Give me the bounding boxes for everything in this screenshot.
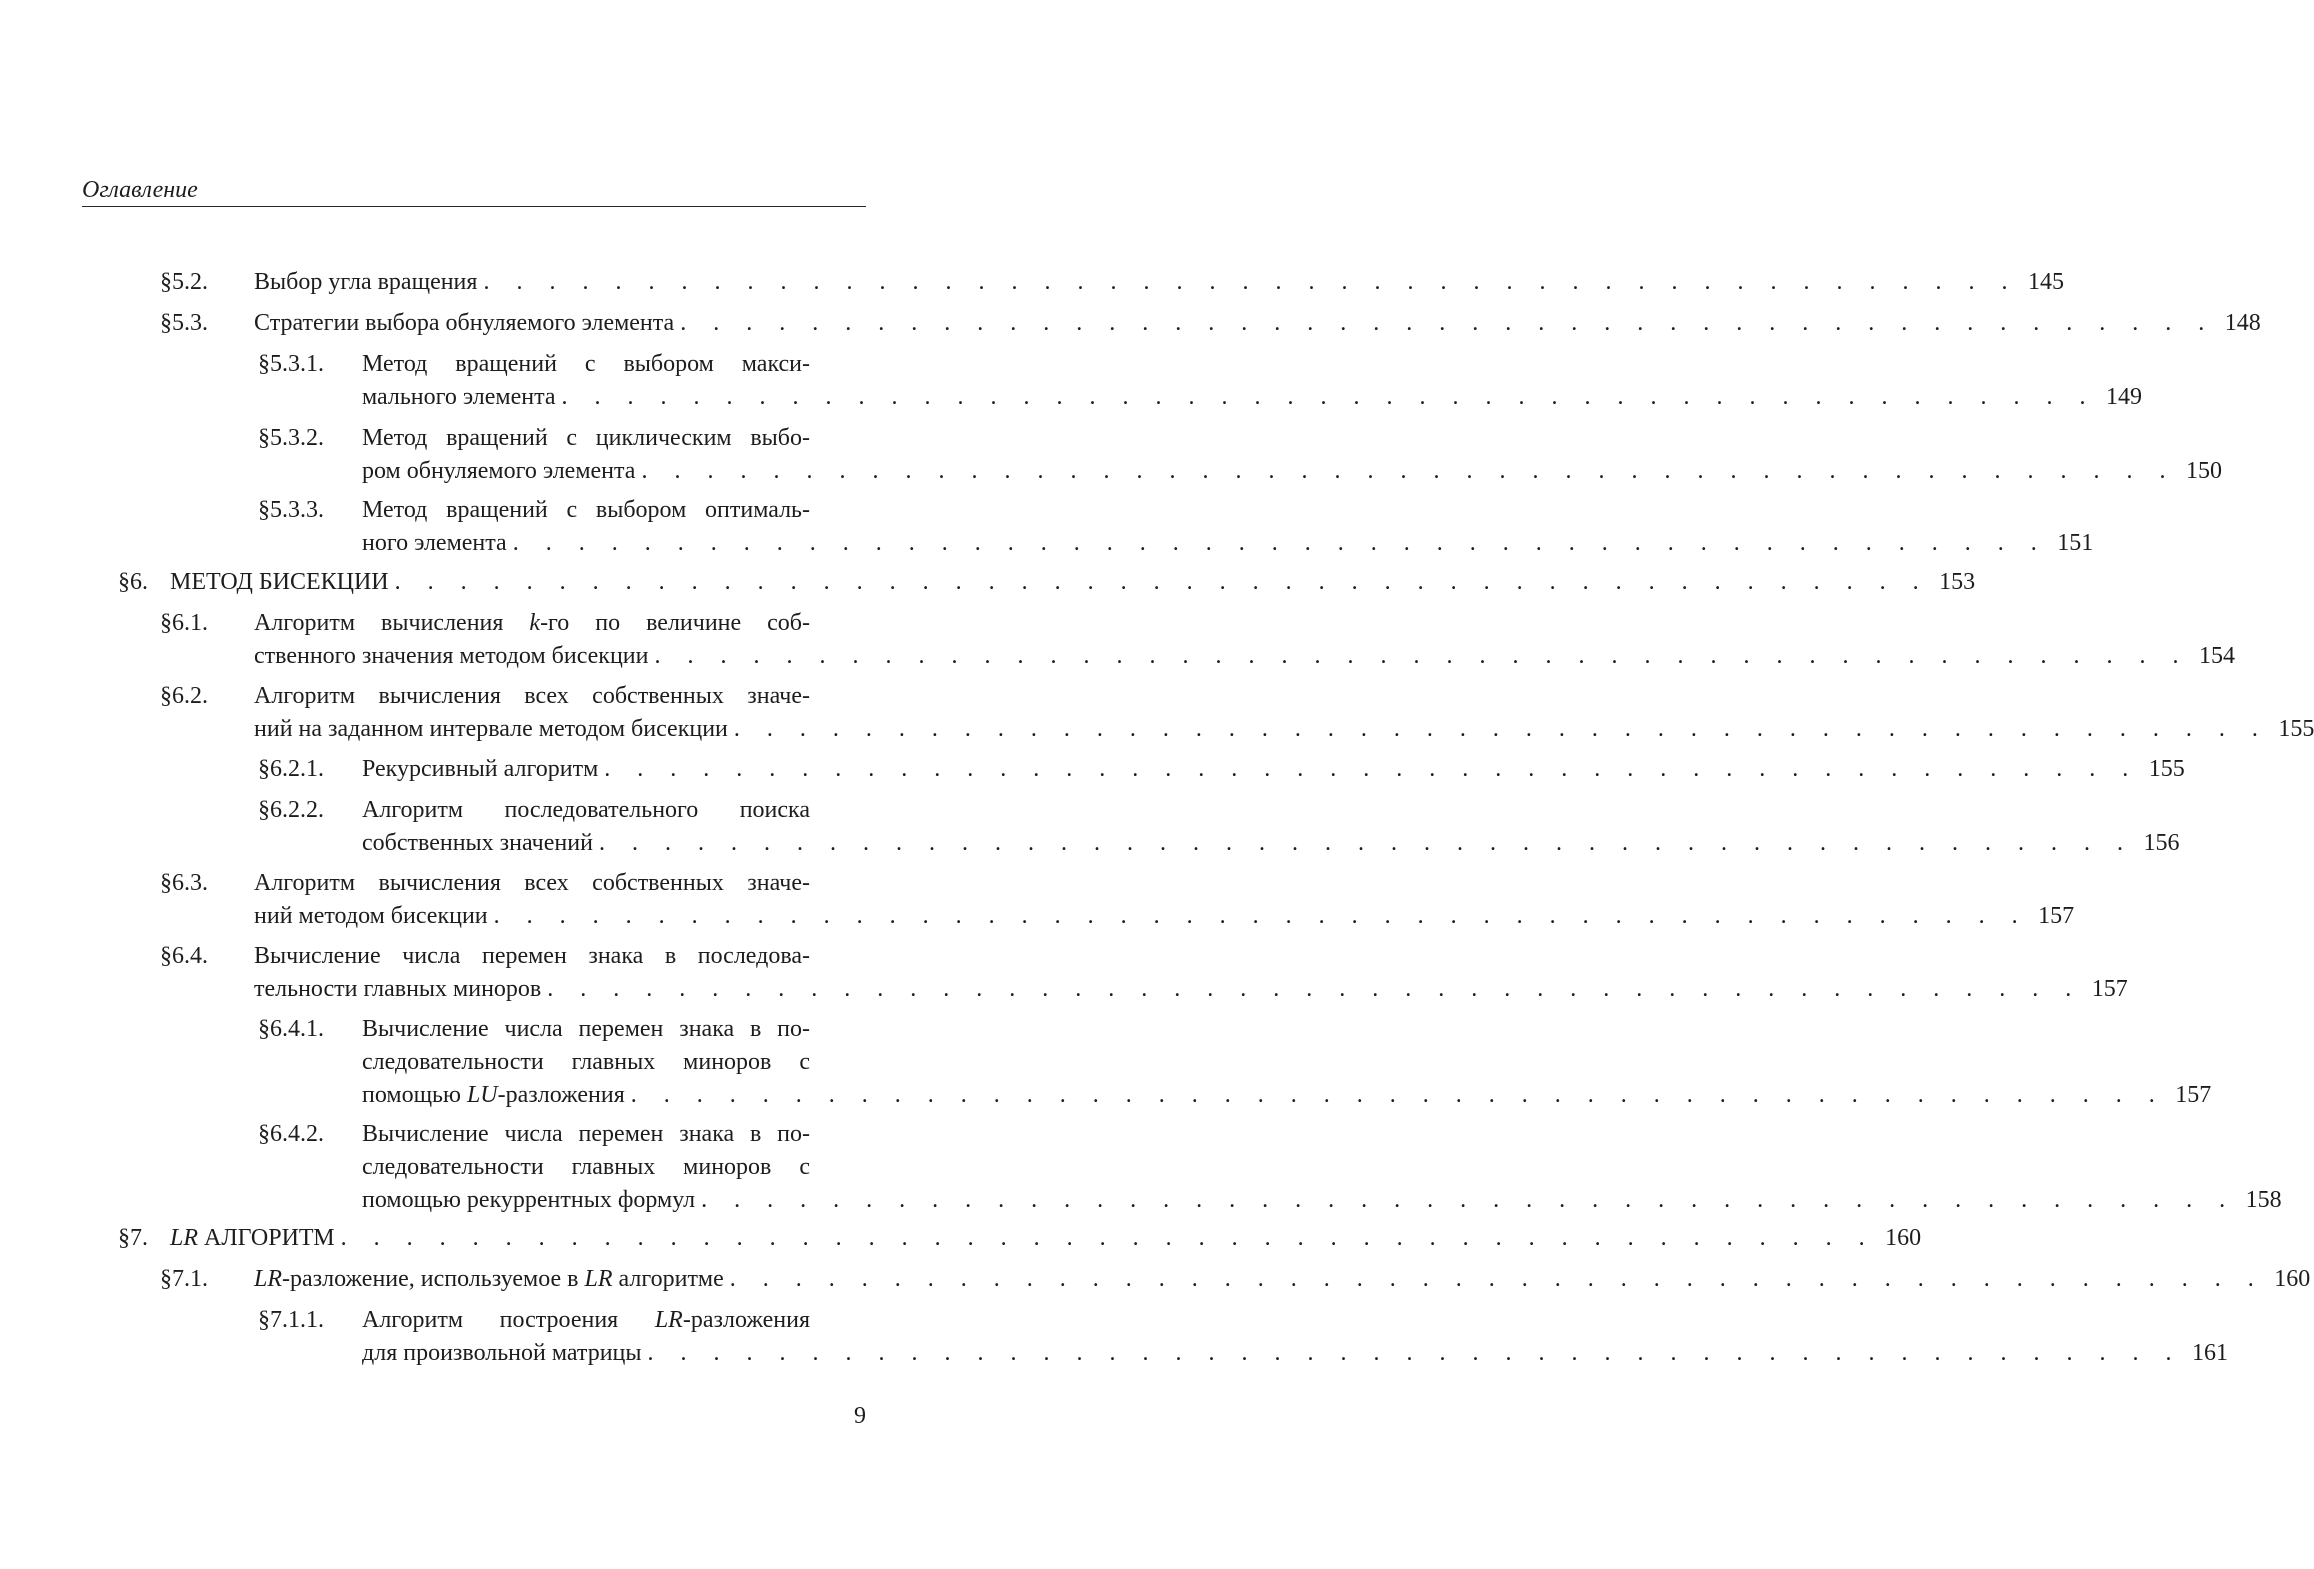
page-reference: 157 bbox=[2175, 1082, 2212, 1108]
entry-title-line: следовательности главных миноров с bbox=[362, 1154, 810, 1180]
entry-title-line: Алгоритм построения LR-разложения bbox=[362, 1307, 810, 1333]
page-number: 9 bbox=[854, 1403, 866, 1429]
dot-leader: . . . . . . . . . . . . . . . . . . . . . . . . . . . . . . . . . . . . . . . . . . . . . . . bbox=[630, 1082, 2166, 1108]
dot-leader: . . . . . . . . . . . . . . . . . . . . . . . . . . . . . . . . . . . . . . . . . . . . . . . bbox=[604, 756, 2139, 782]
dot-leader: . . . . . . . . . . . . . . . . . . . . . . . . . . . . . . . . . . . . . . . . . . . . . . . bbox=[641, 458, 2176, 484]
entry-title-line: помощью рекуррентных формул bbox=[362, 1187, 696, 1213]
section-number: §6.2. bbox=[160, 683, 208, 709]
dot-leader: . . . . . . . . . . . . . . . . . . . . . . . . . . . . . . . . . . . . . . . . . . . . . . . bbox=[647, 1340, 2183, 1366]
toc-entry[interactable] bbox=[0, 1263, 2311, 1295]
entry-title-line: для произвольной матрицы bbox=[362, 1340, 642, 1366]
entry-title-line: ром обнуляемого элемента bbox=[362, 458, 636, 484]
page-reference: 155 bbox=[2148, 756, 2185, 782]
dot-leader: . . . . . . . . . . . . . . . . . . . . . . . . . . . . . . . . . . . . . . . . . . . . . . . bbox=[493, 903, 2029, 929]
page-reference: 157 bbox=[2038, 903, 2075, 929]
section-number: §5.3.2. bbox=[258, 425, 324, 451]
dot-leader: . . . . . . . . . . . . . . . . . . . . . . . . . . . . . . . . . . . . . . . . . . . . . . . bbox=[394, 569, 1930, 595]
section-number: §5.3.1. bbox=[258, 351, 324, 377]
entry-title-line: LR-разложение, используемое в LR алгоритме bbox=[254, 1266, 724, 1292]
dot-leader: . . . . . . . . . . . . . . . . . . . . . . . . . . . . . . . . . . . . . . . . . . . . . . . bbox=[701, 1187, 2236, 1213]
entry-title-line: МЕТОД БИСЕКЦИИ bbox=[170, 569, 389, 595]
dot-leader: . . . . . . . . . . . . . . . . . . . . . . . . . . . . . . . . . . . . . . . . . . . . . . . bbox=[512, 530, 2048, 556]
entry-title-line: Выбор угла вращения bbox=[254, 269, 478, 295]
section-number: §6.4. bbox=[160, 943, 208, 969]
section-number: §6.4.2. bbox=[258, 1121, 324, 1147]
section-number: §7.1. bbox=[160, 1266, 208, 1292]
toc-entry[interactable] bbox=[0, 607, 2235, 672]
toc-entry[interactable] bbox=[0, 1304, 2229, 1369]
toc-entry[interactable] bbox=[0, 348, 2143, 413]
entry-title-line: собственных значений bbox=[362, 830, 593, 856]
section-number: §6.2.2. bbox=[258, 797, 324, 823]
toc-entry[interactable] bbox=[0, 680, 2314, 745]
toc-entry[interactable] bbox=[0, 307, 2261, 339]
entry-title-line: Метод вращений с циклическим выбо- bbox=[362, 425, 810, 451]
toc-entry[interactable] bbox=[0, 566, 1976, 598]
section-number: §5.3. bbox=[160, 310, 208, 336]
page-reference: 145 bbox=[2027, 269, 2064, 295]
toc-entry[interactable] bbox=[0, 494, 2094, 559]
entry-title-line: ственного значения методом бисекции bbox=[254, 643, 649, 669]
section-number: §6.2.1. bbox=[258, 756, 324, 782]
page-reference: 150 bbox=[2185, 458, 2222, 484]
toc-entry[interactable] bbox=[0, 753, 2185, 785]
toc-entry[interactable] bbox=[0, 794, 2180, 859]
entry-title-line: Вычисление числа перемен знака в последова- bbox=[254, 943, 810, 969]
section-number: §6.1. bbox=[160, 610, 208, 636]
section-number: §5.2. bbox=[160, 269, 208, 295]
entry-title-line: ного элемента bbox=[362, 530, 507, 556]
entry-title-line: Вычисление числа перемен знака в по- bbox=[362, 1016, 810, 1042]
running-header: Оглавление bbox=[82, 177, 198, 203]
entry-title-line: Алгоритм вычисления всех собственных значе- bbox=[254, 683, 810, 709]
page-reference: 148 bbox=[2224, 310, 2261, 336]
dot-leader: . . . . . . . . . . . . . . . . . . . . . . . . . . . . . . . . . . . . . . . . . . . . . . . bbox=[598, 830, 2134, 856]
page-reference: 160 bbox=[1885, 1225, 1922, 1251]
dot-leader: . . . . . . . . . . . . . . . . . . . . . . . . . . . . . . . . . . . . . . . . . . . . . . . bbox=[547, 976, 2082, 1002]
entry-title-line: мального элемента bbox=[362, 384, 556, 410]
dot-leader: . . . . . . . . . . . . . . . . . . . . . . . . . . . . . . . . . . . . . . . . . . . . . . . bbox=[483, 269, 2018, 295]
entry-title-line: LR АЛГОРИТМ bbox=[170, 1225, 335, 1251]
toc-entry[interactable] bbox=[0, 1013, 2212, 1111]
entry-title-line: Вычисление числа перемен знака в по- bbox=[362, 1121, 810, 1147]
entry-title-line: ний методом бисекции bbox=[254, 903, 488, 929]
dot-leader: . . . . . . . . . . . . . . . . . . . . . . . . . . . . . . . . . . . . . . . . . . . . . . . bbox=[680, 310, 2215, 336]
section-number: §5.3.3. bbox=[258, 497, 324, 523]
entry-title-line: Алгоритм вычисления всех собственных значе- bbox=[254, 870, 810, 896]
page-reference: 156 bbox=[2143, 830, 2180, 856]
entry-title-line: помощью LU-разложения bbox=[362, 1082, 625, 1108]
section-number: §6.4.1. bbox=[258, 1016, 324, 1042]
entry-title-line: Алгоритм последовательного поиска bbox=[362, 797, 810, 823]
toc-entry[interactable] bbox=[0, 1118, 2282, 1216]
section-number: §7. bbox=[118, 1225, 148, 1251]
section-number: §6. bbox=[118, 569, 148, 595]
toc-entry[interactable] bbox=[0, 266, 2064, 298]
entry-title-line: Метод вращений с выбором макси- bbox=[362, 351, 810, 377]
section-number: §6.3. bbox=[160, 870, 208, 896]
page-reference: 158 bbox=[2245, 1187, 2282, 1213]
entry-title-line: тельности главных миноров bbox=[254, 976, 542, 1002]
page-reference: 154 bbox=[2199, 643, 2235, 669]
toc-entry[interactable] bbox=[0, 940, 2128, 1005]
entry-title-line: Рекурсивный алгоритм bbox=[362, 756, 599, 782]
page-reference: 151 bbox=[2057, 530, 2094, 556]
dot-leader: . . . . . . . . . . . . . . . . . . . . . . . . . . . . . . . . . . . . . . . . . . . . . . . bbox=[733, 716, 2269, 742]
page-reference: 160 bbox=[2274, 1266, 2311, 1292]
dot-leader: . . . . . . . . . . . . . . . . . . . . . . . . . . . . . . . . . . . . . . . . . . . . . . . bbox=[561, 384, 2097, 410]
page-reference: 161 bbox=[2192, 1340, 2229, 1366]
entry-title-line: Метод вращений с выбором оптималь- bbox=[362, 497, 810, 523]
page-reference: 153 bbox=[1939, 569, 1976, 595]
entry-title-line: Алгоритм вычисления k-го по величине соб- bbox=[254, 610, 810, 636]
entry-title-line: следовательности главных миноров с bbox=[362, 1049, 810, 1075]
toc-entry[interactable] bbox=[0, 422, 2222, 487]
page-reference: 157 bbox=[2091, 976, 2128, 1002]
section-number: §7.1.1. bbox=[258, 1307, 324, 1333]
entry-title-line: Стратегии выбора обнуляемого элемента bbox=[254, 310, 675, 336]
dot-leader: . . . . . . . . . . . . . . . . . . . . . . . . . . . . . . . . . . . . . . . . . . . . . . . bbox=[654, 643, 2189, 669]
entry-title-line: ний на заданном интервале методом бисекции bbox=[254, 716, 728, 742]
dot-leader: . . . . . . . . . . . . . . . . . . . . . . . . . . . . . . . . . . . . . . . . . . . . . . . bbox=[729, 1266, 2265, 1292]
page-reference: 155 bbox=[2278, 716, 2314, 742]
toc-entry[interactable] bbox=[0, 1222, 1922, 1254]
toc-entry[interactable] bbox=[0, 867, 2075, 932]
dot-leader: . . . . . . . . . . . . . . . . . . . . . . . . . . . . . . . . . . . . . . . . . . . . . . . bbox=[340, 1225, 1876, 1251]
page-reference: 149 bbox=[2106, 384, 2143, 410]
